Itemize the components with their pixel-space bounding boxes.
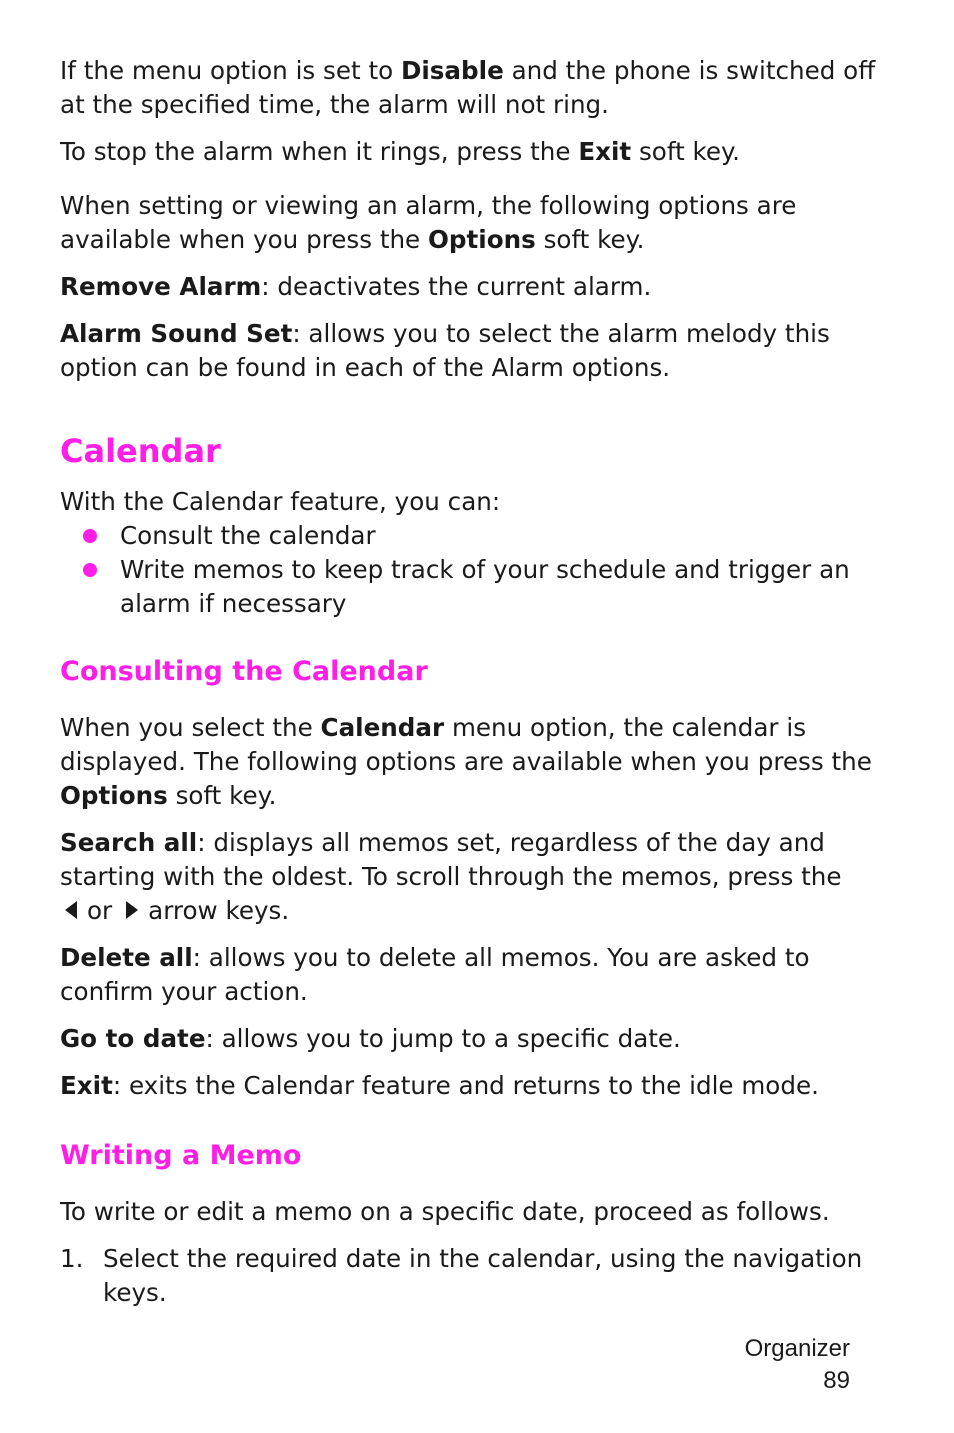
round-bullet-icon: [83, 529, 97, 543]
page-footer: [745, 1333, 850, 1397]
list-item: [60, 1242, 890, 1310]
calendar-heading: Calendar: [60, 432, 221, 470]
memo-intro: To write or edit a memo on a specific date, proceed as follows.: [60, 1197, 830, 1226]
round-bullet-icon: [83, 563, 97, 577]
list-item: Consult the calendar: [60, 519, 890, 553]
disable-paragraph: If the menu option is set to Disable and the phone is switched off at the specified time, the alarm will not ring.: [60, 56, 876, 119]
step-text: Select the required date in the calendar, using the navigation keys.: [103, 1244, 863, 1307]
step-number: 1.: [60, 1244, 84, 1273]
right-arrow-key-icon: [126, 901, 138, 919]
consulting-intro: When you select the Calendar menu option, the calendar is displayed. The following options are available when you press the Options soft key.: [60, 713, 872, 810]
alarm-options-paragraph: When setting or viewing an alarm, the following options are available when you press the Options soft key.: [60, 191, 797, 254]
alarm-sound-set-term: Alarm Sound Set: [60, 319, 293, 348]
remove-alarm-option: Remove Alarm: deactivates the current alarm.: [60, 272, 652, 301]
section-name: Organizer: [744, 1335, 850, 1362]
exit-term: Exit: [578, 137, 632, 166]
exit-term: Exit: [60, 1071, 113, 1100]
options-term: Options: [428, 225, 536, 254]
page-number: 89: [823, 1367, 850, 1394]
list-item: Write memos to keep track of your schedule and trigger an alarm if necessary: [60, 553, 890, 621]
disable-term: Disable: [400, 56, 504, 85]
search-all-option: Search all: displays all memos set, regardless of the day and starting with the oldest. To scroll through the memos, press the or arrow keys.: [60, 828, 842, 925]
calendar-term: Calendar: [320, 713, 445, 742]
delete-all-option: Delete all: allows you to delete all memos. You are asked to confirm your action.: [60, 943, 810, 1006]
go-to-date-option: Go to date: allows you to jump to a specific date.: [60, 1024, 681, 1053]
search-all-term: Search all: [60, 828, 198, 857]
delete-all-term: Delete all: [60, 943, 193, 972]
calendar-intro: With the Calendar feature, you can:: [60, 487, 501, 516]
consulting-heading: Consulting the Calendar: [60, 656, 428, 687]
exit-option: Exit: exits the Calendar feature and returns to the idle mode.: [60, 1071, 819, 1100]
left-arrow-key-icon: [65, 901, 77, 919]
writing-memo-heading: Writing a Memo: [60, 1140, 302, 1171]
alarm-sound-set-option: Alarm Sound Set: allows you to select the alarm melody this option can be found in each of the Alarm options.: [60, 319, 830, 382]
calendar-feature-list: [60, 519, 890, 621]
manual-page: [60, 54, 890, 1310]
go-to-date-term: Go to date: [60, 1024, 206, 1053]
options-term: Options: [60, 781, 168, 810]
stop-alarm-paragraph: To stop the alarm when it rings, press the Exit soft key.: [60, 137, 740, 166]
remove-alarm-term: Remove Alarm: [60, 272, 262, 301]
memo-steps: [60, 1242, 890, 1310]
